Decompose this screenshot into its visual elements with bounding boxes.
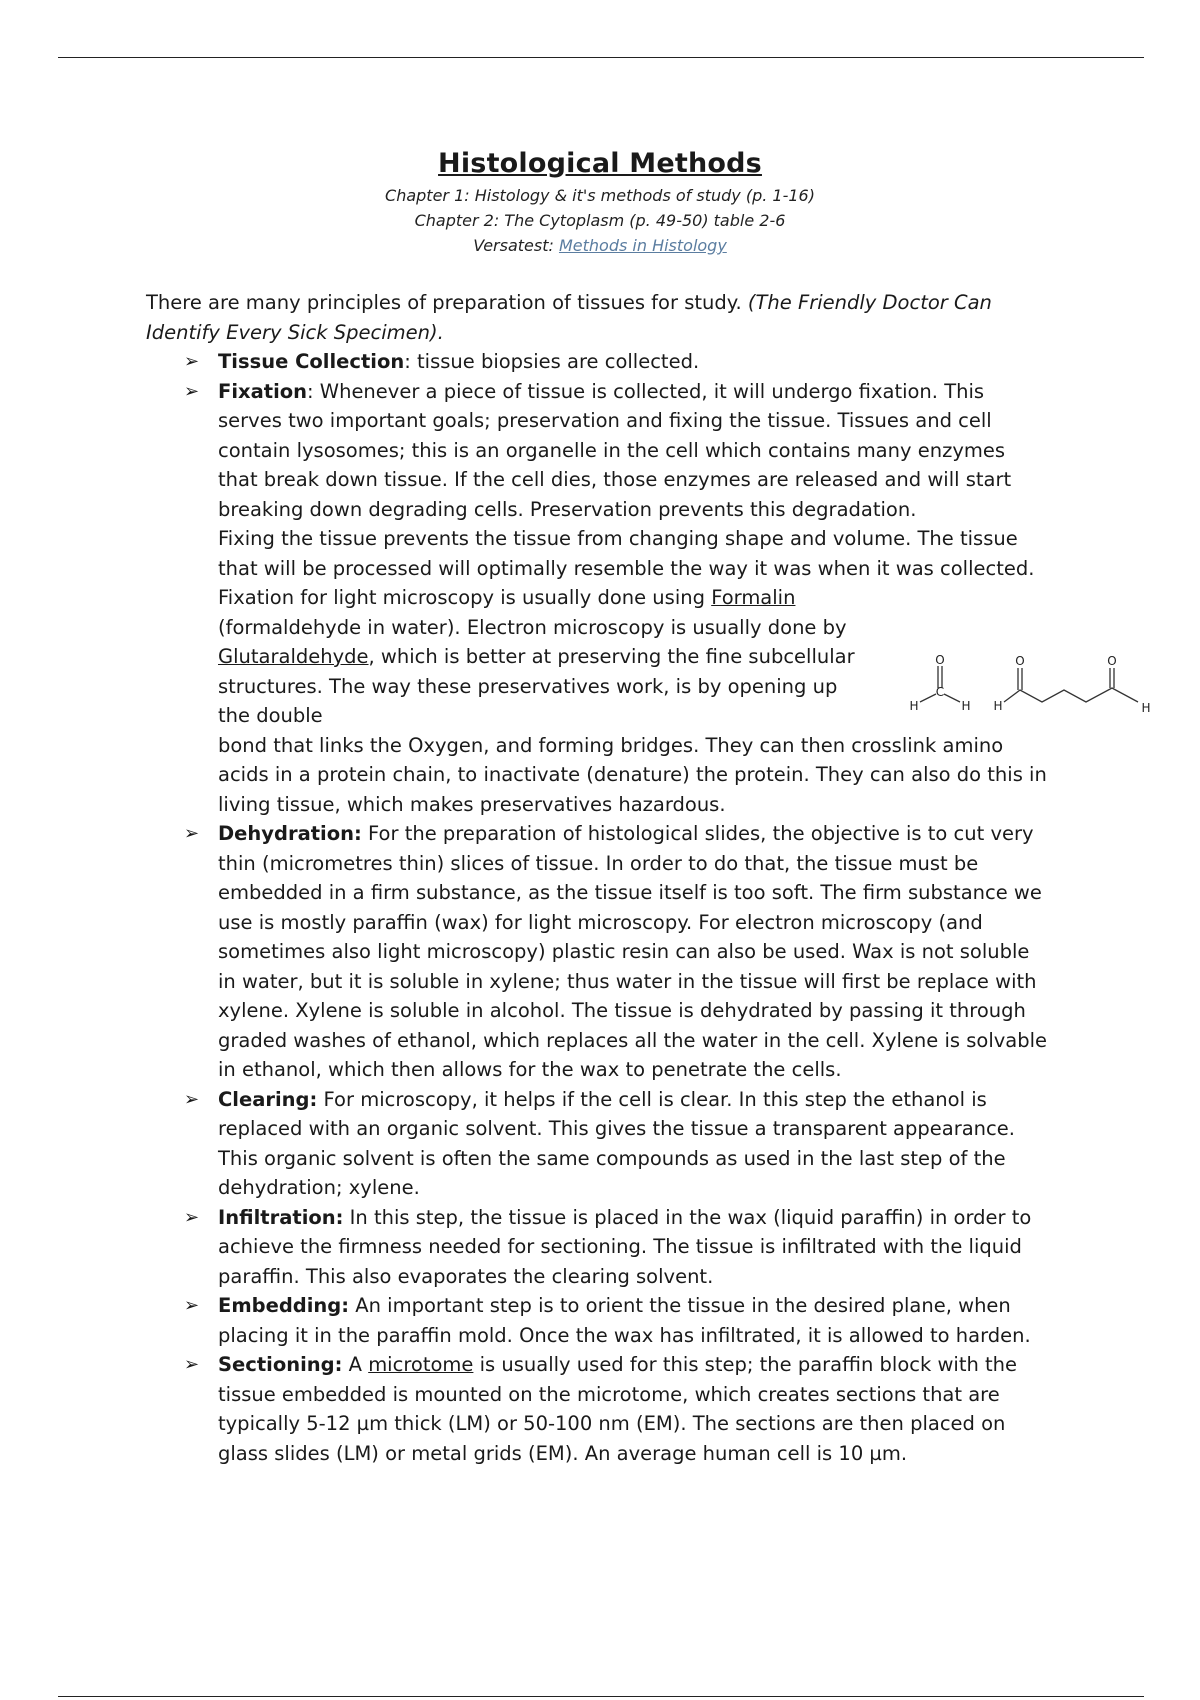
glutaraldehyde-o1: O xyxy=(1015,654,1025,668)
step-clearing xyxy=(146,1085,1050,1203)
page-title: Histological Methods xyxy=(438,148,762,179)
top-rule xyxy=(58,57,1144,58)
formaldehyde-o: O xyxy=(935,653,945,667)
formaldehyde-bond-h1 xyxy=(920,694,936,702)
step-text: A xyxy=(342,1353,369,1376)
methods-in-histology-link[interactable]: Methods in Histology xyxy=(558,236,727,255)
fixation-para-2: Fixing the tissue prevents the tissue from changing shape and volume. The tissue that will be processed will optimally resemble the way it was when it was collected. xyxy=(218,527,1035,580)
aldehyde-structures-figure xyxy=(902,652,1154,724)
step-label: Tissue Collection xyxy=(218,350,405,373)
formaldehyde-h2: H xyxy=(961,699,971,713)
step-text-cont: is usually used for this step; the paraffin block with the tissue embedded is mounted on the microtome, which creates sections that are typically 5-12 µm thick (LM) or 50-100 nm (EM). The sections are then placed on glass slides (LM) or metal grids (EM). An average human cell is 10 µm. xyxy=(218,1353,1018,1465)
microtome-term: microtome xyxy=(368,1353,474,1376)
preparation-steps-list xyxy=(146,347,1066,1468)
step-label: Fixation xyxy=(218,379,308,403)
glutaraldehyde-h2: H xyxy=(1141,701,1151,715)
fixation-text-b: (formaldehyde in water). Electron microscopy is usually done by xyxy=(218,615,847,639)
step-embedding xyxy=(146,1291,1050,1350)
document-header xyxy=(0,148,1200,258)
glutaraldehyde-h1: H xyxy=(993,699,1003,713)
step-sectioning xyxy=(146,1350,1050,1468)
arrow-bullet-icon: ➢ xyxy=(184,1354,200,1375)
step-label: Embedding: xyxy=(218,1294,350,1317)
step-text: An important step is to orient the tissue in the desired plane, when placing it in the paraffin mold. Once the wax has infiltrated, it is allowed to harden. xyxy=(218,1294,1031,1347)
arrow-bullet-icon: ➢ xyxy=(184,1088,200,1110)
fixation-para-3 xyxy=(218,583,868,731)
fixation-text-c: , which is better at preserving the fine subcellular structures. The way these preservatives work, is by opening up the double xyxy=(218,645,855,727)
step-infiltration xyxy=(146,1203,1050,1292)
fixation-text-a: Fixation for light microscopy is usually done using xyxy=(218,586,712,609)
fixation-para-3-cont: bond that links the Oxygen, and forming bridges. They can then crosslink amino acids in a protein chain, to inactivate (denature) the protein. They can also do this in living tissue, which makes preservatives hazardous. xyxy=(218,733,1047,816)
formalin-term: Formalin xyxy=(711,586,796,609)
arrow-bullet-icon: ➢ xyxy=(184,351,200,372)
bottom-rule xyxy=(58,1696,1144,1697)
step-label: Infiltration: xyxy=(218,1205,344,1229)
step-fixation xyxy=(146,377,1050,820)
subtitle-chapter-1: Chapter 1: Histology & it's methods of study (p. 1-16) xyxy=(385,186,815,205)
formaldehyde-h1: H xyxy=(909,699,919,713)
step-text: For microscopy, it helps if the cell is clear. In this step the ethanol is replaced with an organic solvent. This gives the tissue a transparent appearance. This organic solvent is often the same compounds as used in the last step of the dehydration; xylene. xyxy=(218,1087,1015,1199)
step-label: Sectioning: xyxy=(218,1353,343,1376)
step-dehydration xyxy=(146,819,1050,1085)
step-label: Dehydration: xyxy=(218,822,362,845)
formaldehyde-c: C xyxy=(935,685,945,699)
glutaraldehyde-structure xyxy=(1004,668,1138,702)
step-text: : tissue biopsies are collected. xyxy=(404,350,700,373)
arrow-bullet-icon: ➢ xyxy=(184,823,200,844)
step-tissue-collection xyxy=(146,347,1050,377)
versatest-prefix: Versatest: xyxy=(473,236,559,255)
arrow-bullet-icon: ➢ xyxy=(184,380,200,402)
intro-text: There are many principles of preparation of tissues for study. xyxy=(146,291,748,314)
formaldehyde-bond-h2 xyxy=(944,694,960,702)
intro-mnemonic: (The Friendly Doctor Can Identify Every Sick Specimen). xyxy=(146,291,992,344)
subtitle-versatest xyxy=(0,233,1200,258)
glutaraldehyde-o2: O xyxy=(1107,654,1117,668)
glutaraldehyde-term: Glutaraldehyde xyxy=(218,645,369,668)
glutaraldehyde-chain xyxy=(1004,688,1138,702)
step-text: In this step, the tissue is placed in the wax (liquid paraffin) in order to achieve the firmness needed for sectioning. The tissue is infiltrated with the liquid paraffin. This also evaporates the clearing solvent. xyxy=(218,1205,1032,1288)
step-text: For the preparation of histological slides, the objective is to cut very thin (micrometres thin) slices of tissue. In order to do that, the tissue must be embedded in a firm substance, as the tissue itself is too soft. The firm substance we use is mostly paraffin (wax) for light microscopy. For electron microscopy (and sometimes also light microscopy) plastic resin can also be used. Wax is not soluble in water, but it is soluble in xylene; thus water in the tissue will first be replace with xylene. Xylene is soluble in alcohol. The tissue is dehydrated by passing it through graded washes of ethanol, which replaces all the water in the cell. Xylene is solvable in ethanol, which then allows for the wax to penetrate the cells. xyxy=(218,822,1048,1081)
step-text: : Whenever a piece of tissue is collected, it will undergo fixation. This serves two important goals; preservation and fixing the tissue. Tissues and cell contain lysosomes; this is an organelle in the cell which contains many enzymes that break down tissue. If the cell dies, those enzymes are released and will start breaking down degrading cells. Preservation prevents this degradation. xyxy=(218,379,1012,521)
document-body xyxy=(146,288,1066,1468)
arrow-bullet-icon: ➢ xyxy=(184,1206,200,1228)
step-label: Clearing: xyxy=(218,1087,318,1111)
intro-paragraph xyxy=(146,288,1066,347)
subtitle-chapter-2: Chapter 2: The Cytoplasm (p. 49-50) table 2-6 xyxy=(414,211,786,230)
arrow-bullet-icon: ➢ xyxy=(184,1295,200,1316)
fixation-para-1 xyxy=(218,377,1050,525)
